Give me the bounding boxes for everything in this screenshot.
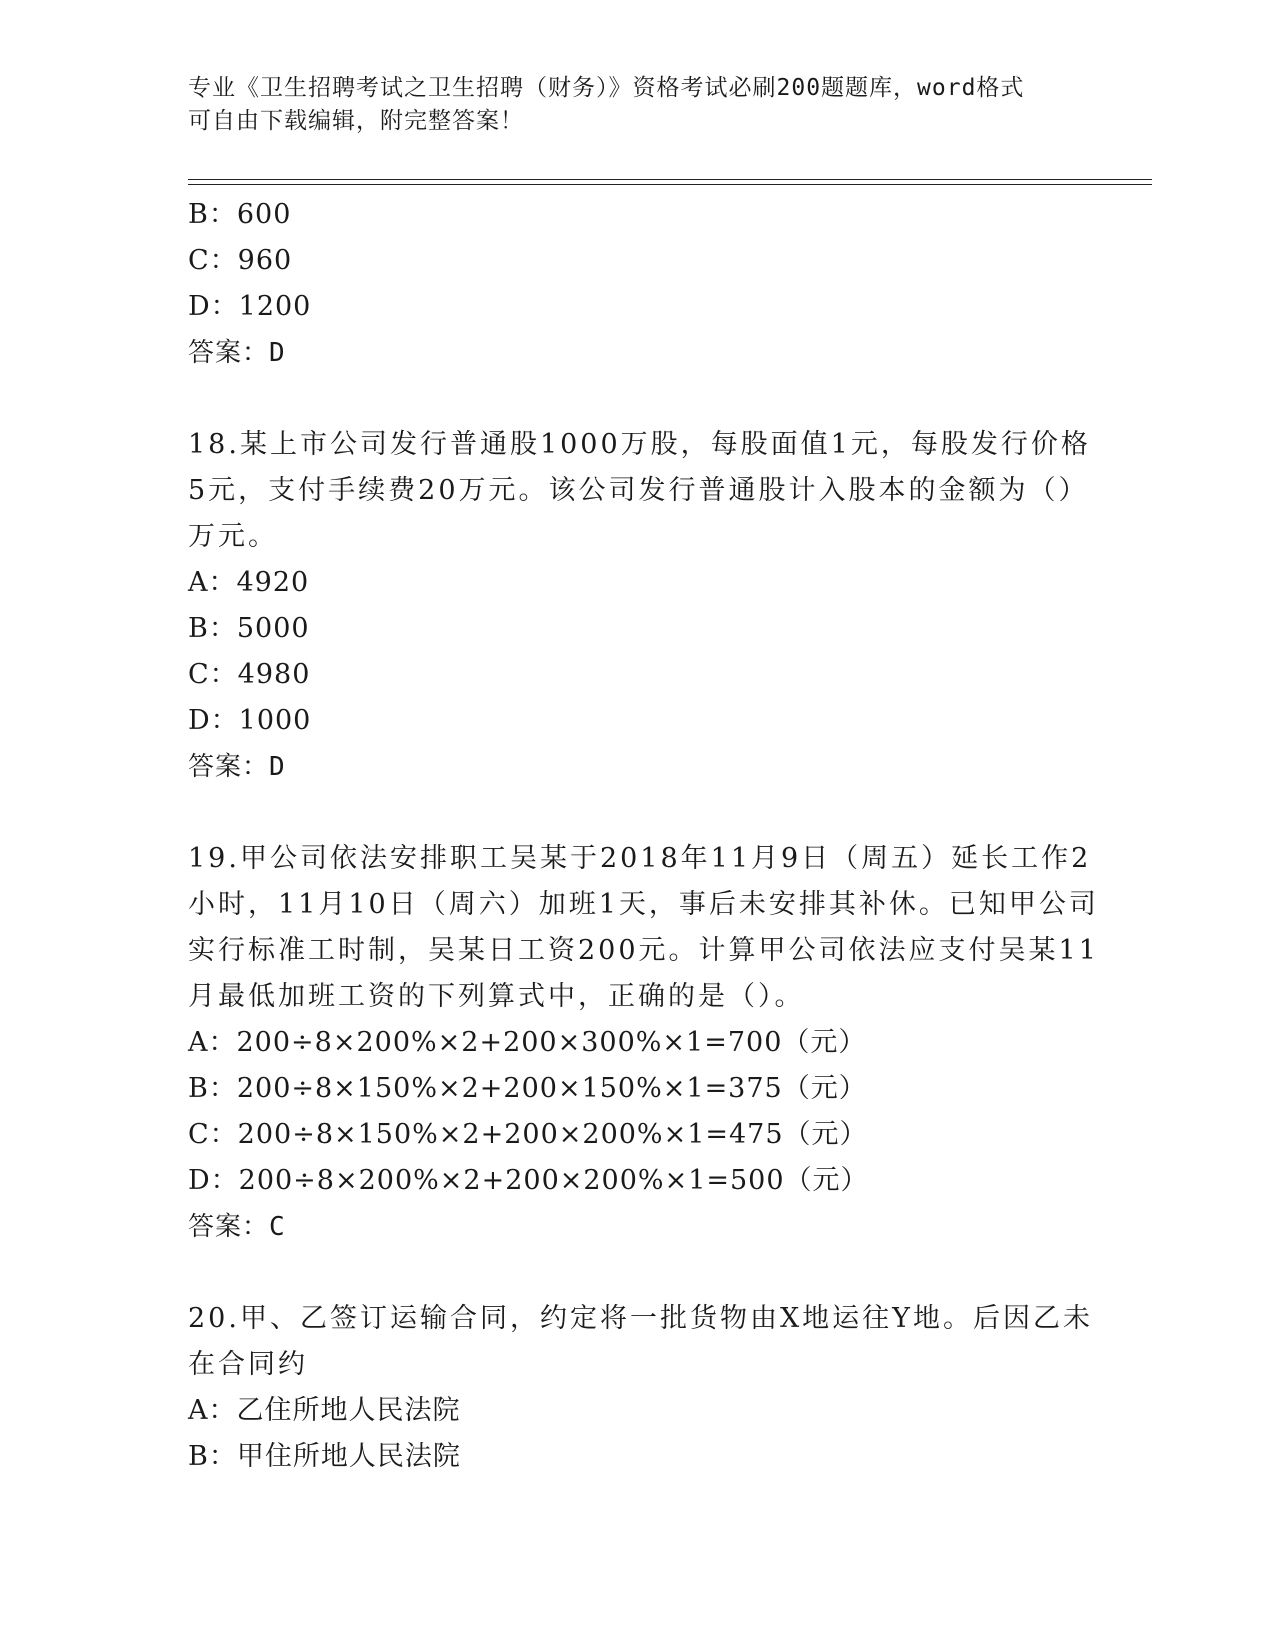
spacer (188, 790, 1088, 836)
option-c: C：960 (188, 245, 293, 276)
header-line-2: 可自由下载编辑，附完整答案！ (188, 108, 524, 134)
option-a: A：乙住所地人民法院 (188, 1395, 461, 1426)
option-b: B：甲住所地人民法院 (188, 1441, 461, 1472)
header-divider-bottom (188, 184, 1152, 185)
option-c: C：200÷8×150%×2+200×200%×1=475（元） (188, 1119, 868, 1150)
answer: 答案：D (188, 752, 286, 782)
option-c: C：4980 (188, 659, 311, 690)
question-stem-line: 5元，支付手续费20万元。该公司发行普通股计入股本的金额为（） (188, 475, 1089, 506)
question-list (188, 192, 1099, 1480)
question-stem-line: 月最低加班工资的下列算式中，正确的是（）。 (188, 981, 805, 1012)
question-stem-line: 20.甲、乙签订运输合同，约定将一批货物由X地运往Y地。后因乙未 (188, 1303, 1093, 1334)
question-stem-line: 在合同约 (188, 1349, 308, 1380)
question-19 (188, 836, 1099, 1250)
option-d: D：1000 (188, 705, 312, 736)
page-header (188, 72, 1088, 138)
option-b: B：600 (188, 199, 292, 230)
option-b: B：200÷8×150%×2+200×150%×1=375（元） (188, 1073, 867, 1104)
option-a: A：4920 (188, 567, 310, 598)
answer: 答案：C (188, 1212, 286, 1242)
question-stem-line: 18.某上市公司发行普通股1000万股，每股面值1元，每股发行价格 (188, 429, 1091, 460)
option-a: A：200÷8×200%×2+200×300%×1=700（元） (188, 1027, 867, 1058)
question-stem-line: 19.甲公司依法安排职工吴某于2018年11月9日（周五）延长工作2 (188, 843, 1092, 874)
spacer (188, 376, 1088, 422)
header-line-1: 专业《卫生招聘考试之卫生招聘（财务）》资格考试必刷200题题库，word格式 (188, 75, 1025, 101)
question-18 (188, 422, 1091, 790)
option-d: D：1200 (188, 291, 312, 322)
question-stem-line: 小时，11月10日（周六）加班1天，事后未安排其补休。已知甲公司 (188, 889, 1099, 920)
spacer (188, 1250, 1088, 1296)
question-stem-line: 实行标准工时制，吴某日工资200元。计算甲公司依法应支付吴某11 (188, 935, 1099, 966)
header-divider-top (188, 179, 1152, 180)
question-20 (188, 1296, 1093, 1480)
option-b: B：5000 (188, 613, 310, 644)
question-stem-line: 万元。 (188, 521, 278, 552)
option-d: D：200÷8×200%×2+200×200%×1=500（元） (188, 1165, 869, 1196)
answer: 答案：D (188, 338, 286, 368)
question-17 (188, 192, 1088, 376)
